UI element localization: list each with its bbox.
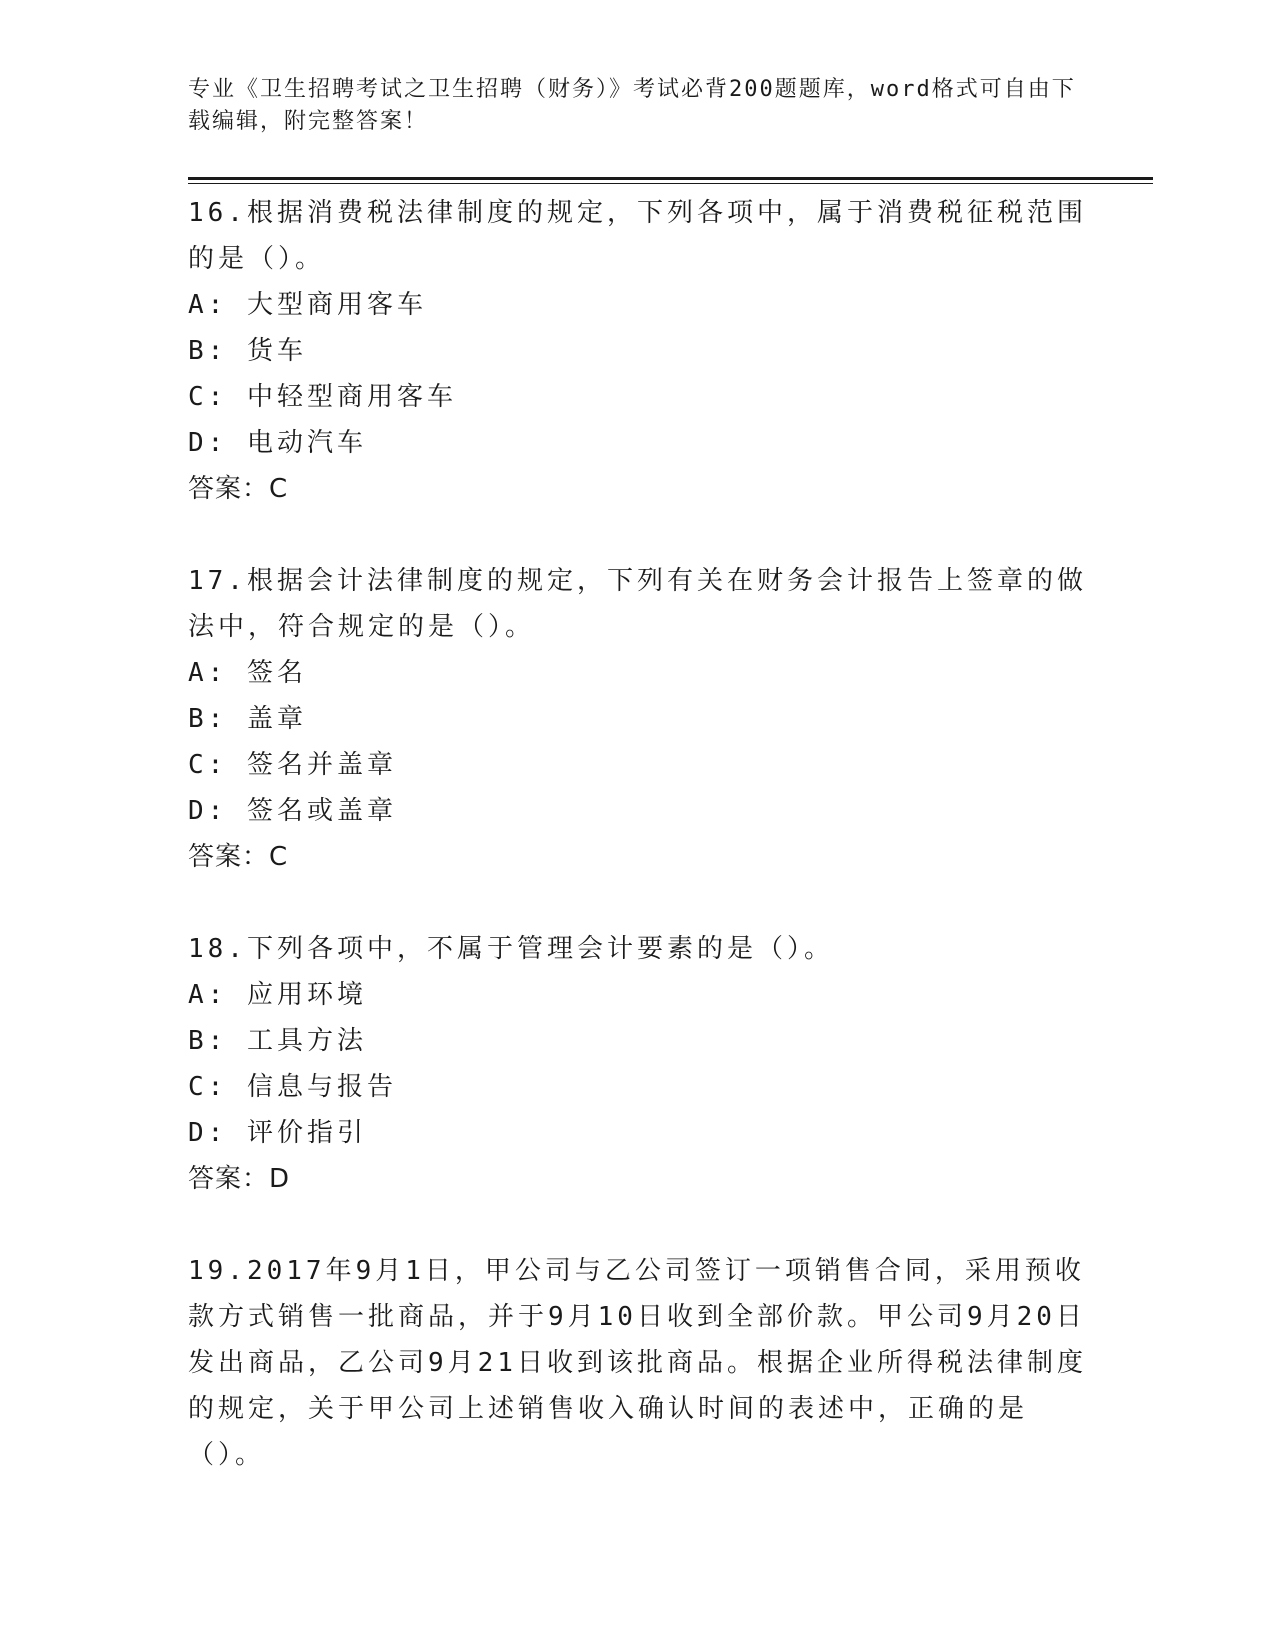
question-17 [188, 558, 1088, 880]
option-c: C: 签名并盖章 [188, 750, 397, 780]
question-stem: 16.根据消费税法律制度的规定，下列各项中，属于消费税征税范围的是（）。 [188, 198, 1087, 274]
option-c: C: 信息与报告 [188, 1072, 397, 1102]
answer-line: 答案：D [188, 1164, 291, 1194]
option-a: A: 签名 [188, 658, 307, 688]
document-header: 专业《卫生招聘考试之卫生招聘（财务）》考试必背200题题库，word格式可自由下载编辑，附完整答案！ [188, 77, 1076, 134]
option-c: C: 中轻型商用客车 [188, 382, 457, 412]
question-list [188, 190, 1088, 1478]
question-stem: 18.下列各项中，不属于管理会计要素的是（）。 [188, 934, 834, 964]
answer-line: 答案：C [188, 474, 289, 504]
question-19 [188, 1248, 1088, 1478]
header-divider-thin [188, 183, 1153, 184]
answer-line: 答案：C [188, 842, 289, 872]
question-18 [188, 926, 1088, 1202]
option-b: B: 货车 [188, 336, 307, 366]
question-16 [188, 190, 1088, 512]
option-b: B: 盖章 [188, 704, 307, 734]
question-stem: 19.2017年9月1日，甲公司与乙公司签订一项销售合同，采用预收款方式销售一批商品，并于9月10日收到全部价款。甲公司9月20日发出商品，乙公司9月21日收到该批商品。根据企业所得税法律制度的规定，关于甲公司上述销售收入确认时间的表述中，正确的是（）。 [188, 1256, 1087, 1470]
option-d: D: 签名或盖章 [188, 796, 397, 826]
header-divider-thick [188, 177, 1153, 180]
option-b: B: 工具方法 [188, 1026, 367, 1056]
option-d: D: 电动汽车 [188, 428, 367, 458]
question-stem: 17.根据会计法律制度的规定，下列有关在财务会计报告上签章的做法中，符合规定的是（）。 [188, 566, 1087, 642]
option-d: D: 评价指引 [188, 1118, 367, 1148]
option-a: A: 应用环境 [188, 980, 367, 1010]
option-a: A: 大型商用客车 [188, 290, 427, 320]
